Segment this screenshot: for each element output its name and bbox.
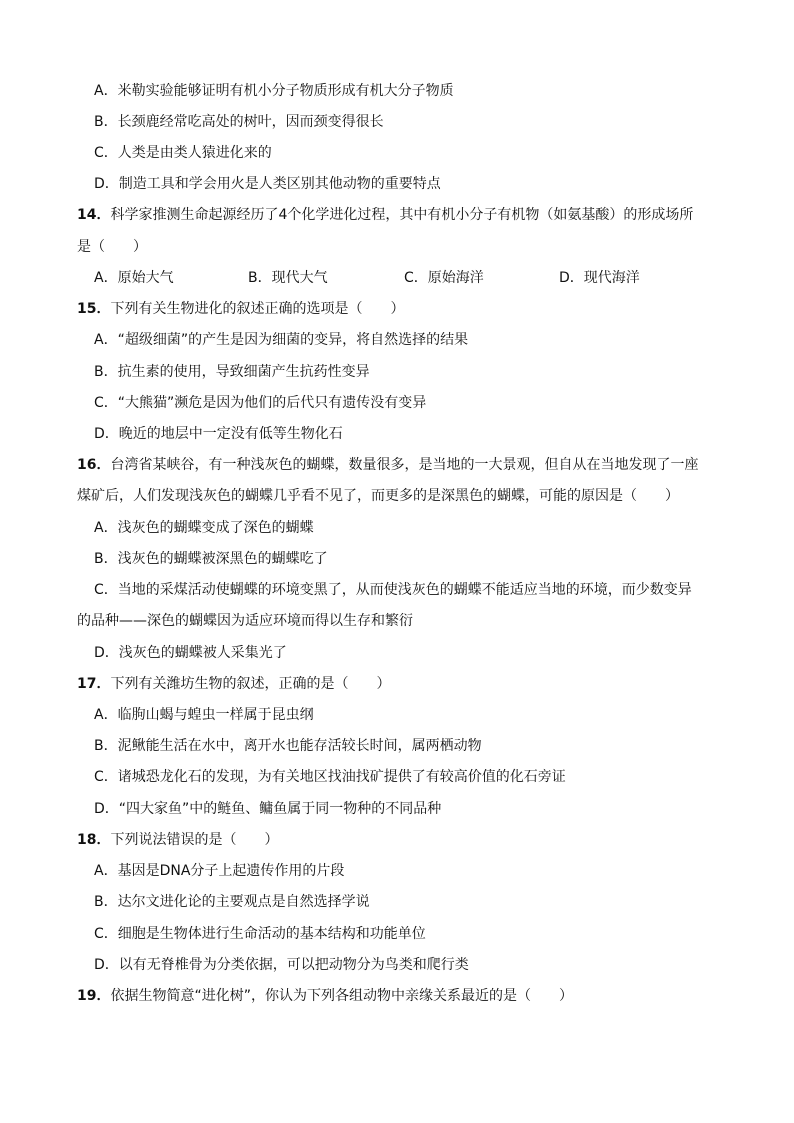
q17-option-d: D．“四大家鱼”中的鲢鱼、鳙鱼属于同一物种的不同品种 (94, 801, 442, 817)
q18-number: 18． (77, 832, 111, 848)
q14-option-a: A．原始大气 (94, 270, 174, 286)
q15-option-a: A．“超级细菌”的产生是因为细菌的变异，将自然选择的结果 (94, 332, 469, 348)
q14-option-b: B．现代大气 (248, 270, 328, 286)
q14-stem-line2: 是（ ） (77, 239, 147, 255)
q16-stem-line1 (77, 455, 698, 475)
q14-stem-line1 (77, 205, 693, 225)
q15-option-d: D．晚近的地层中一定没有低等生物化石 (94, 426, 343, 442)
q14-options-row (0, 268, 794, 288)
q17-number: 17． (77, 676, 111, 692)
q17-stem-text: 下列有关潍坊生物的叙述，正确的是（ ） (110, 676, 391, 692)
q13-option-d: D．制造工具和学会用火是人类区别其他动物的重要特点 (94, 176, 441, 192)
q16-option-a: A．浅灰色的蝴蝶变成了深色的蝴蝶 (94, 520, 314, 536)
q16-option-c: C．当地的采煤活动使蝴蝶的环境变黑了，从而使浅灰色的蝴蝶不能适应当地的环境，而少数变异 (94, 582, 692, 598)
q13-option-b: B．长颈鹿经常吃高处的树叶，因而颈变得很长 (94, 114, 384, 130)
q17-option-b: B．泥鳅能生活在水中，离开水也能存活较长时间，属两栖动物 (94, 738, 482, 754)
q15-option-c: C．“大熊猫”濒危是因为他们的后代只有遗传没有变异 (94, 395, 427, 411)
q16-option-b: B．浅灰色的蝴蝶被深黑色的蝴蝶吃了 (94, 551, 328, 567)
q19-stem (77, 986, 573, 1006)
q14-option-d: D．现代海洋 (559, 270, 640, 286)
q18-stem-text: 下列说法错误的是（ ） (110, 832, 279, 848)
q15-number: 15． (77, 301, 111, 317)
q19-number: 19． (77, 988, 111, 1004)
q18-option-c: C．细胞是生物体进行生命活动的基本结构和功能单位 (94, 926, 426, 942)
q18-option-b: B．达尔文进化论的主要观点是自然选择学说 (94, 894, 370, 910)
q13-option-a: A．米勒实验能够证明有机小分子物质形成有机大分子物质 (94, 83, 454, 99)
q14-stem-text: 科学家推测生命起源经历了4个化学进化过程，其中有机小分子有机物（如氨基酸）的形成场所 (110, 207, 694, 223)
q18-option-d: D．以有无脊椎骨为分类依据，可以把动物分为鸟类和爬行类 (94, 957, 469, 973)
q18-option-a: A．基因是DNA分子上起遗传作用的片段 (94, 863, 345, 879)
q17-stem (77, 674, 390, 694)
q14-number: 14． (77, 207, 111, 223)
q14-option-c: C．原始海洋 (404, 270, 484, 286)
q18-stem (77, 830, 278, 850)
q15-stem-text: 下列有关生物进化的叙述正确的选项是（ ） (110, 301, 405, 317)
q16-option-d: D．浅灰色的蝴蝶被人采集光了 (94, 645, 287, 661)
q17-option-a: A．临朐山蝎与蝗虫一样属于昆虫纲 (94, 707, 314, 723)
q16-number: 16． (77, 457, 111, 473)
q19-stem-text: 依据生物简意“进化树”，你认为下列各组动物中亲缘关系最近的是（ ） (110, 988, 573, 1004)
q15-stem (77, 299, 404, 319)
q16-stem-line2: 煤矿后，人们发现浅灰色的蝴蝶几乎看不见了，而更多的是深黑色的蝴蝶，可能的原因是（ ） (77, 488, 679, 504)
q15-option-b: B．抗生素的使用，导致细菌产生抗药性变异 (94, 364, 370, 380)
q16-stem-text: 台湾省某峡谷，有一种浅灰色的蝴蝶，数量很多，是当地的一大景观，但自从在当地发现了一座 (110, 457, 699, 473)
q16-option-c-continued: 的品种——深色的蝴蝶因为适应环境而得以生存和繁衍 (77, 613, 413, 629)
q17-option-c: C．诸城恐龙化石的发现，为有关地区找油找矿提供了有较高价值的化石旁证 (94, 769, 566, 785)
q13-option-c: C．人类是由类人猿进化来的 (94, 145, 272, 161)
